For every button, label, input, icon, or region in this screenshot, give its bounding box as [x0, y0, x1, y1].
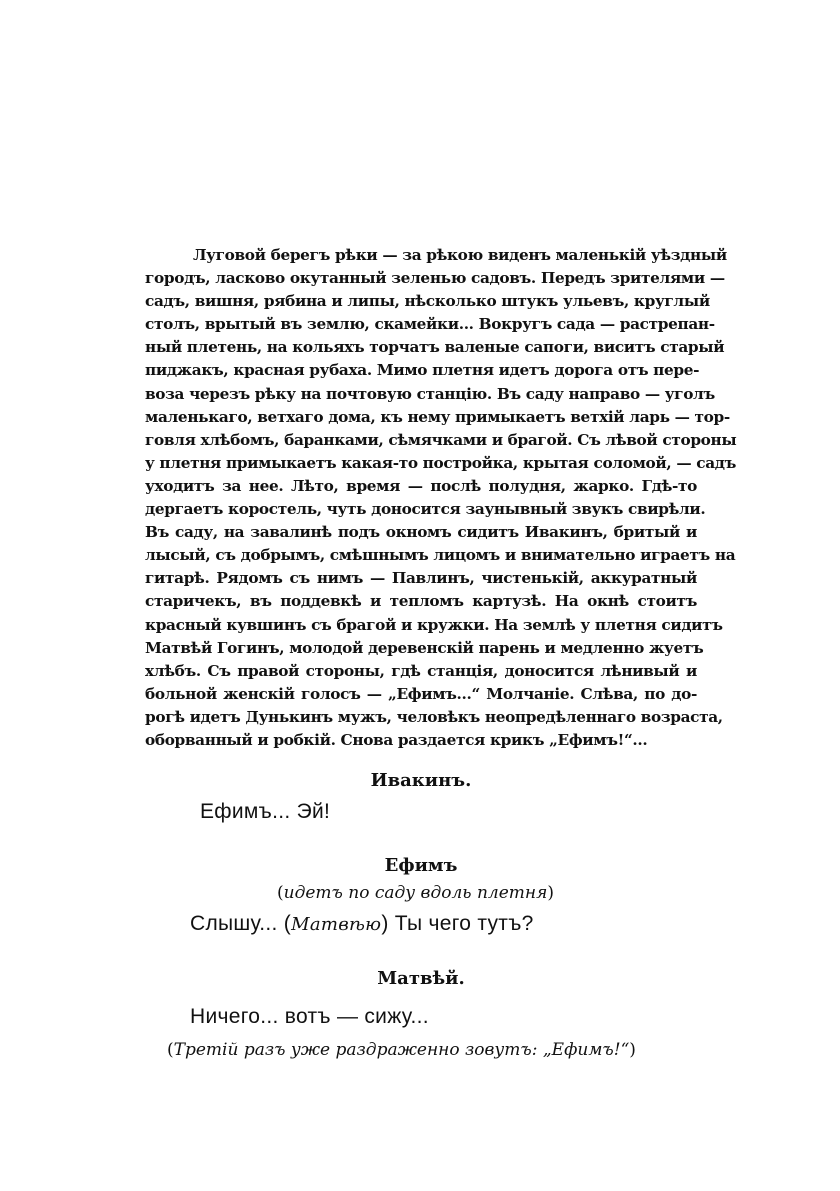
stage-direction-line: старичекъ, въ поддевкѣ и тепломъ картузѣ. На окнѣ стоитъ — [145, 592, 697, 611]
replica-ivakin: Ефимъ... Эй! — [200, 800, 331, 823]
stage-direction-line: воза черезъ рѣку на почтовую станцію. Въ саду направо — уголъ — [145, 384, 715, 403]
stage-direction-line: садъ, вишня, рябина и липы, нѣсколько штукъ ульевъ, круглый — [145, 292, 710, 311]
stage-direction-line: столъ, врытый въ землю, скамейки... Вокругъ сада — растрепан- — [145, 315, 715, 334]
stage-direction-line: дергаетъ коростель, чуть доносится заунывный звукъ свирѣли. — [145, 500, 706, 519]
speaker-matvey: Матвѣй. — [377, 968, 465, 989]
remark-final-text: Третій разъ уже раздраженно зовутъ: „Ефимъ!“ — [173, 1040, 630, 1060]
stage-direction — [145, 244, 737, 752]
stage-direction-line: красный кувшинъ съ брагой и кружки. На землѣ у плетня сидитъ — [145, 615, 723, 634]
stage-direction-line: хлѣбъ. Съ правой стороны, гдѣ станція, доносится лѣнивый и — [145, 661, 697, 680]
replica-efim — [190, 912, 534, 936]
stage-direction-line: говля хлѣбомъ, баранками, сѣмячками и брагой. Съ лѣвой стороны — [145, 430, 737, 449]
stage-direction-line: городъ, ласково окутанный зеленью садовъ. Передъ зрителями — — [145, 269, 725, 288]
replica-efim-part-b: ) Ты чего тутъ? — [381, 912, 534, 935]
stage-direction-line: уходитъ за нее. Лѣто, время — послѣ полудня, жарко. Гдѣ-то — [145, 476, 697, 495]
remark-efim-text: идетъ по саду вдоль плетня — [283, 883, 548, 903]
stage-direction-line: рогѣ идетъ Дунькинъ мужъ, человѣкъ неопредѣленнаго возраста, — [145, 707, 723, 726]
stage-direction-line: оборванный и робкій. Снова раздается крикъ „Ефимъ!“... — [145, 730, 648, 749]
replica-efim-part-a: Слышу... ( — [190, 912, 292, 935]
stage-direction-line: гитарѣ. Рядомъ съ нимъ — Павлинъ, чистенькій, аккуратный — [145, 569, 697, 588]
stage-direction-line: ный плетень, на кольяхъ торчатъ валеные сапоги, виситъ старый — [145, 338, 725, 357]
stage-direction-line: маленькаго, ветхаго дома, къ нему примыкаетъ ветхій ларь — тор- — [145, 407, 730, 426]
stage-direction-line: Матвѣй Гогинъ, молодой деревенскій парень и медленно жуетъ — [145, 638, 704, 657]
replica-efim-inline-remark: Матвѣю — [291, 914, 382, 935]
stage-direction-line: у плетня примыкаетъ какая-то постройка, крытая соломой, — садъ — [145, 453, 737, 472]
stage-direction-line: Луговой берегъ рѣки — за рѣкою виденъ маленькій уѣздный — [193, 246, 727, 264]
stage-direction-line: лысый, съ добрымъ, смѣшнымъ лицомъ и внимательно играетъ на — [145, 546, 736, 565]
replica-matvey: Ничего... вотъ — сижу... — [190, 1005, 429, 1028]
stage-direction-line: пиджакъ, красная рубаха. Мимо плетня идетъ дорога отъ пере- — [145, 361, 700, 380]
remark-final: (Третій разъ уже раздраженно зовутъ: „Ефимъ!“) — [167, 1040, 636, 1060]
stage-direction-line: Въ саду, на завалинѣ подъ окномъ сидитъ Ивакинъ, бритый и — [145, 523, 697, 542]
stage-direction-line: больной женскій голосъ — „Ефимъ...“ Молчаніе. Слѣва, по до- — [145, 684, 697, 703]
speaker-efim: Ефимъ — [384, 855, 458, 876]
speaker-ivakin: Ивакинъ. — [370, 770, 472, 791]
remark-efim: (идетъ по саду вдоль плетня) — [277, 883, 554, 903]
